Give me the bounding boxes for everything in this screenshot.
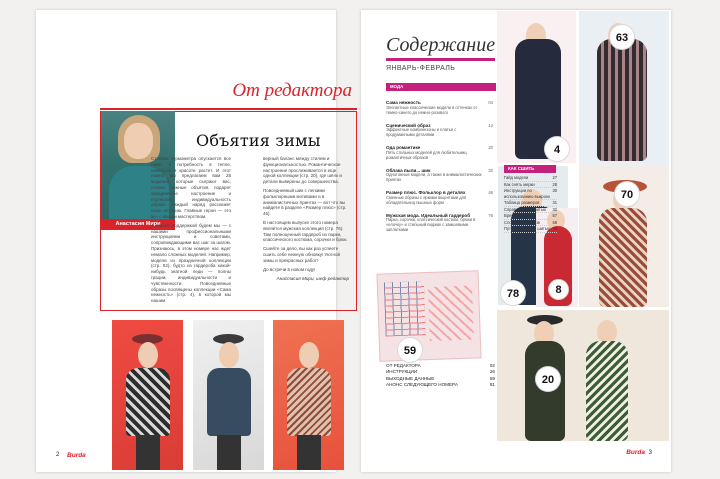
- bottom-item-page: 26: [489, 369, 495, 375]
- editor-rule: [100, 108, 357, 110]
- howto-label: Таблица размеров: [504, 200, 540, 205]
- toc-page: 04: [488, 100, 493, 105]
- toc-title: Облака пыли... шик: [386, 167, 431, 173]
- toc-title: Мужская мода. Идеальный гардероб: [386, 212, 471, 218]
- toc-page: 12: [488, 122, 493, 128]
- model-head: [299, 342, 319, 368]
- model-dress: [586, 341, 628, 441]
- contents-list: [386, 100, 493, 240]
- fashion-photo-strip: [100, 320, 357, 470]
- howto-label: Как снять мерки: [504, 181, 535, 187]
- howto-page: 74: [552, 226, 557, 231]
- editor-caption: Анастасия Мири: [101, 219, 175, 230]
- mode-section-tag: МОДА: [386, 83, 496, 91]
- left-page: [36, 10, 352, 472]
- page-badge: 4: [544, 136, 570, 162]
- howto-label: Путеводитель по шитью: [504, 226, 550, 231]
- fashion-photo: [273, 320, 344, 470]
- issue-date: ЯНВАРЬ-ФЕВРАЛЬ: [386, 65, 456, 72]
- model-coat: [597, 39, 647, 161]
- model-legs: [217, 435, 241, 470]
- toc-title: Ода романтике: [386, 145, 421, 151]
- toc-page: 76: [488, 212, 493, 218]
- article-paragraph: Столбик термометра опускается все ниже, а потребность в тепле, нежности и красоте растет. И этот номер мы предлагаем вам 28 моделей, которые сыграют вас, словно нежные объятия, подарят праздничное настроение и подчеркнут индивидуальность образа. Каждый наряд расскажет свою историю. Главные герои — это вы, с вашим мастерством.: [151, 156, 231, 219]
- toc-entry[interactable]: [386, 100, 493, 116]
- article-paragraph: Сшейте за дело, вы как раз успеете сшить себе нежную обновку! Уютной зимы и прекрасных работ!: [263, 246, 341, 263]
- article-column-1: [151, 156, 231, 307]
- toc-description: Однотонные модели, а также в анималистических принтах: [386, 172, 482, 183]
- toc-title: Размер плюс. Фольклор в деталях: [386, 190, 466, 196]
- toc-entry[interactable]: [386, 213, 493, 233]
- page-badge: 59: [397, 337, 423, 363]
- toc-page: 20: [488, 145, 493, 151]
- toc-page: 46: [488, 190, 493, 196]
- model-legs: [297, 435, 321, 470]
- howto-page: 28: [552, 181, 557, 187]
- article-paragraph: Повседневный шик с легкими фольклорными мотивами и в анималистичных принтах — вот что вы найдете в разделе «Размер плюс» (стр. 46).: [263, 187, 347, 217]
- bottom-item-page: 59: [489, 375, 495, 381]
- fashion-photo: [497, 310, 669, 441]
- magazine-logo: Burda: [626, 449, 645, 456]
- article-paragraph: До встречи в новом году!: [263, 266, 316, 272]
- editor-signature: Анастасия Мири, шеф-редактор: [276, 276, 349, 282]
- toc-description: Элегантные классические модели в оттенках от темно-синего до нежно-розового: [386, 104, 478, 115]
- page-number: 3: [648, 450, 652, 456]
- toc-description: Сменные образы с яркими акцентами для обладательниц пышных форм: [386, 194, 467, 205]
- howto-item[interactable]: [504, 188, 557, 200]
- howto-label: Справочник по шитью: [504, 206, 546, 212]
- howto-section-tag: КАК СШИТЬ: [504, 165, 556, 173]
- howto-page: 27: [552, 175, 557, 180]
- howto-list: [504, 175, 557, 233]
- model-dress: [599, 208, 647, 307]
- toc-description: Пять стильных моделей для любительниц романтичных образов: [386, 149, 467, 160]
- model-coat: [126, 368, 170, 436]
- bottom-contents-list: [386, 363, 495, 388]
- howto-label: Гайд модели: [504, 175, 529, 180]
- bottom-list-item[interactable]: [386, 382, 495, 388]
- fashion-photo: [112, 320, 183, 470]
- toc-page: 32: [488, 167, 493, 173]
- howto-page: 58: [552, 219, 557, 225]
- howto-page: 30: [552, 188, 557, 193]
- model-coat: [207, 368, 251, 436]
- bottom-item-label: АНОНС СЛЕДУЮЩЕГО НОМЕРА: [386, 381, 458, 387]
- model-coat: [287, 368, 331, 436]
- howto-page: 57: [552, 213, 557, 218]
- contents-bar: [386, 58, 495, 61]
- model-head: [219, 342, 239, 368]
- pattern-sheet-image: [376, 270, 481, 362]
- editor-heading: От редактора: [232, 80, 352, 101]
- toc-description: Эффектные комбинезоны и платья с продуманными деталями: [386, 127, 457, 138]
- toc-entry[interactable]: [386, 145, 493, 161]
- bottom-item-label: ОТ РЕДАКТОРА: [386, 363, 421, 368]
- editor-face: [124, 123, 153, 159]
- toc-entry[interactable]: [386, 168, 493, 184]
- page-number: 2: [56, 452, 60, 458]
- toc-entry[interactable]: [386, 190, 493, 206]
- page-badge: 78: [500, 280, 526, 306]
- magazine-logo: Burda: [67, 452, 86, 459]
- bottom-item-label: ВЫХОДНЫЕ ДАННЫЕ: [386, 375, 435, 381]
- article-paragraph: верный баланс между стилем и функциональностью. Романтическое настроение прослеживается в еще одной коллекции (стр. 20), где шёлк и детали выверены до совершенства.: [263, 156, 342, 185]
- howto-page: 31: [552, 200, 557, 205]
- toc-title: Сама нежность: [386, 100, 421, 105]
- howto-item[interactable]: [504, 226, 557, 233]
- toc-description: Парка, сорочки, классический костюм, брюки в «елочку» и стильный пиджак с замшевыми заплатками: [386, 217, 476, 233]
- model-legs: [136, 435, 160, 470]
- page-badge: 70: [614, 181, 640, 207]
- right-page: [361, 10, 671, 472]
- fashion-photo: [193, 320, 264, 470]
- bottom-item-page: 81: [489, 381, 495, 387]
- page-badge: 20: [535, 366, 561, 392]
- bottom-item-page: 02: [489, 363, 495, 368]
- contents-title: Содержание: [386, 34, 496, 56]
- howto-label: Время кроя: [504, 213, 527, 218]
- page-badge: 63: [609, 24, 635, 50]
- toc-entry[interactable]: [386, 123, 493, 139]
- model-head: [138, 342, 158, 368]
- toc-title: Сценический образ: [386, 122, 431, 128]
- article-title: Объятия зимы: [196, 131, 321, 150]
- howto-page: 32: [552, 206, 557, 212]
- howto-label: Словарь терминов: [504, 219, 540, 225]
- article-paragraph: В настоящем выпуске этого номера является мужская коллекция (стр. 76). Там полноценный гардероб из парки, классического костюма, сорочки и брюк.: [263, 219, 348, 243]
- howto-label: Инструкции по использованию выкроек: [504, 188, 551, 199]
- article-paragraph: А нашей поддержкой будем мы — с нашими профессиональными инструкциями и советами, сопровождающими вас шаг за шагом. Признаюсь, в этом номере нас ждет немало сложных моделей. Например, модели из праздничной коллекции (стр. 52), будто из гардероба какой-нибудь знатной леди — полны грации, индивидуальности и чувственности. Повседневные образы посвящены коллекции «Сама нежность» (стр. 4), в которой мы нашим: [151, 222, 231, 304]
- bottom-item-label: ИНСТРУКЦИИ: [386, 369, 418, 375]
- article-column-2: [263, 156, 349, 282]
- page-badge: 8: [548, 279, 569, 300]
